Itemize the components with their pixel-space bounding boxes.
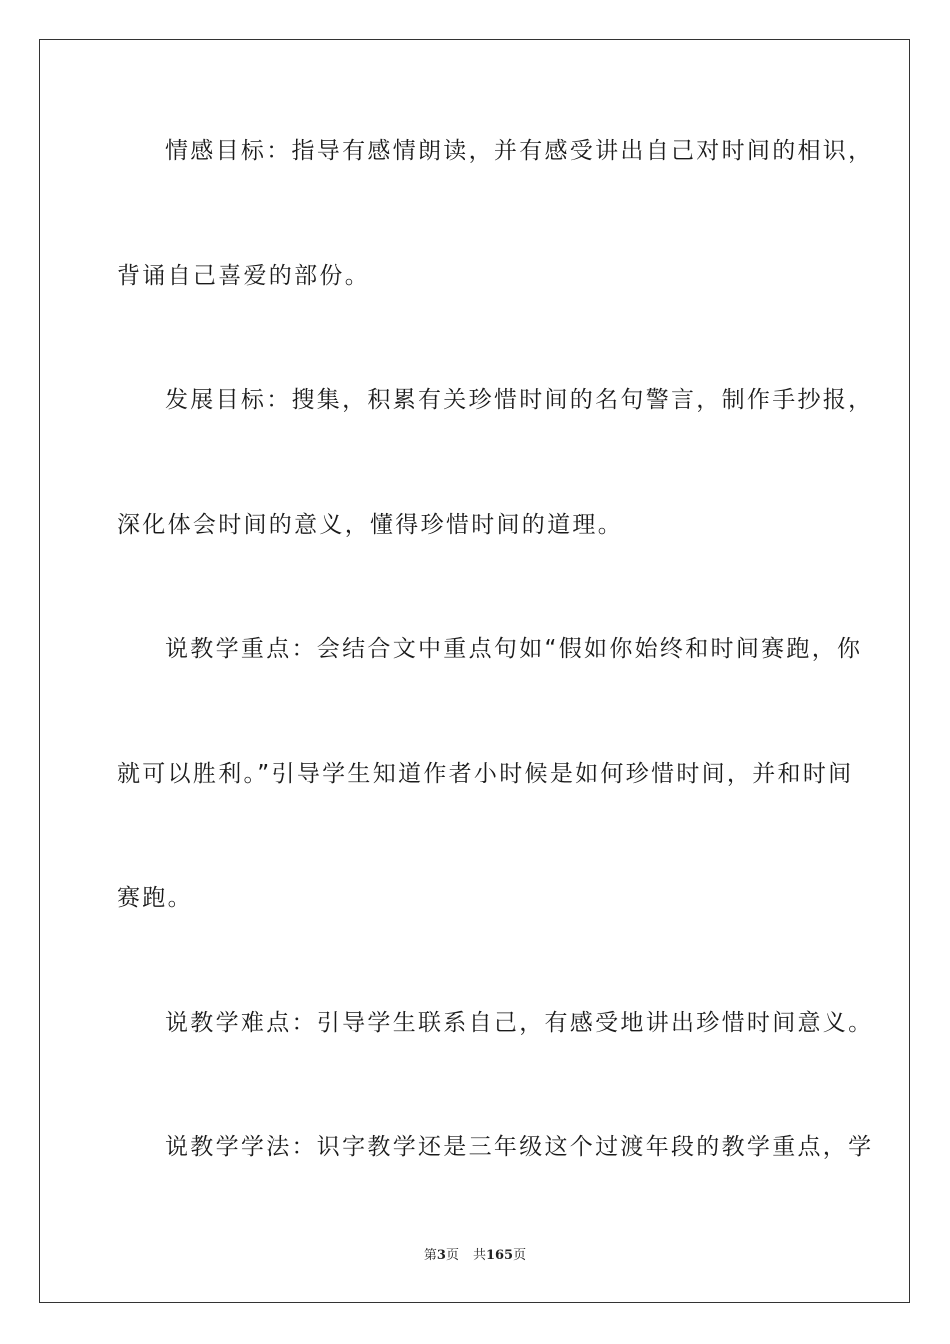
- footer-page-number: 3: [436, 1248, 446, 1263]
- footer-total-suffix: 页: [513, 1248, 527, 1263]
- page-border: [39, 39, 910, 1303]
- paragraph-line-emotion-goal-cont: 背诵自己喜爱的部份。: [117, 263, 370, 289]
- paragraph-line-development-goal-cont: 深化体会时间的意义，懂得珍惜时间的道理。: [117, 512, 623, 538]
- footer-page-suffix: 页: [445, 1248, 459, 1263]
- paragraph-line-development-goal: 发展目标：搜集，积累有关珍惜时间的名句警言，制作手抄报，: [165, 387, 874, 413]
- paragraph-line-learning-method: 说教学学法：识字教学还是三年级这个过渡年段的教学重点，学: [165, 1134, 874, 1160]
- paragraph-line-key-point-end: 赛跑。: [117, 885, 193, 911]
- footer-total-pages: 165: [485, 1248, 514, 1263]
- paragraph-line-emotion-goal: 情感目标：指导有感情朗读，并有感受讲出自己对时间的相识，: [165, 138, 874, 164]
- page-footer: [0, 1247, 950, 1265]
- paragraph-line-key-point: 说教学重点：会结合文中重点句如“假如你始终和时间赛跑，你: [165, 636, 863, 662]
- footer-page-prefix: 第: [423, 1248, 437, 1263]
- paragraph-line-difficult-point: 说教学难点：引导学生联系自己，有感受地讲出珍惜时间意义。: [165, 1010, 874, 1036]
- footer-total-prefix: 共: [472, 1248, 486, 1263]
- paragraph-line-key-point-cont: 就可以胜利。”引导学生知道作者小时候是如何珍惜时间，并和时间: [117, 761, 854, 787]
